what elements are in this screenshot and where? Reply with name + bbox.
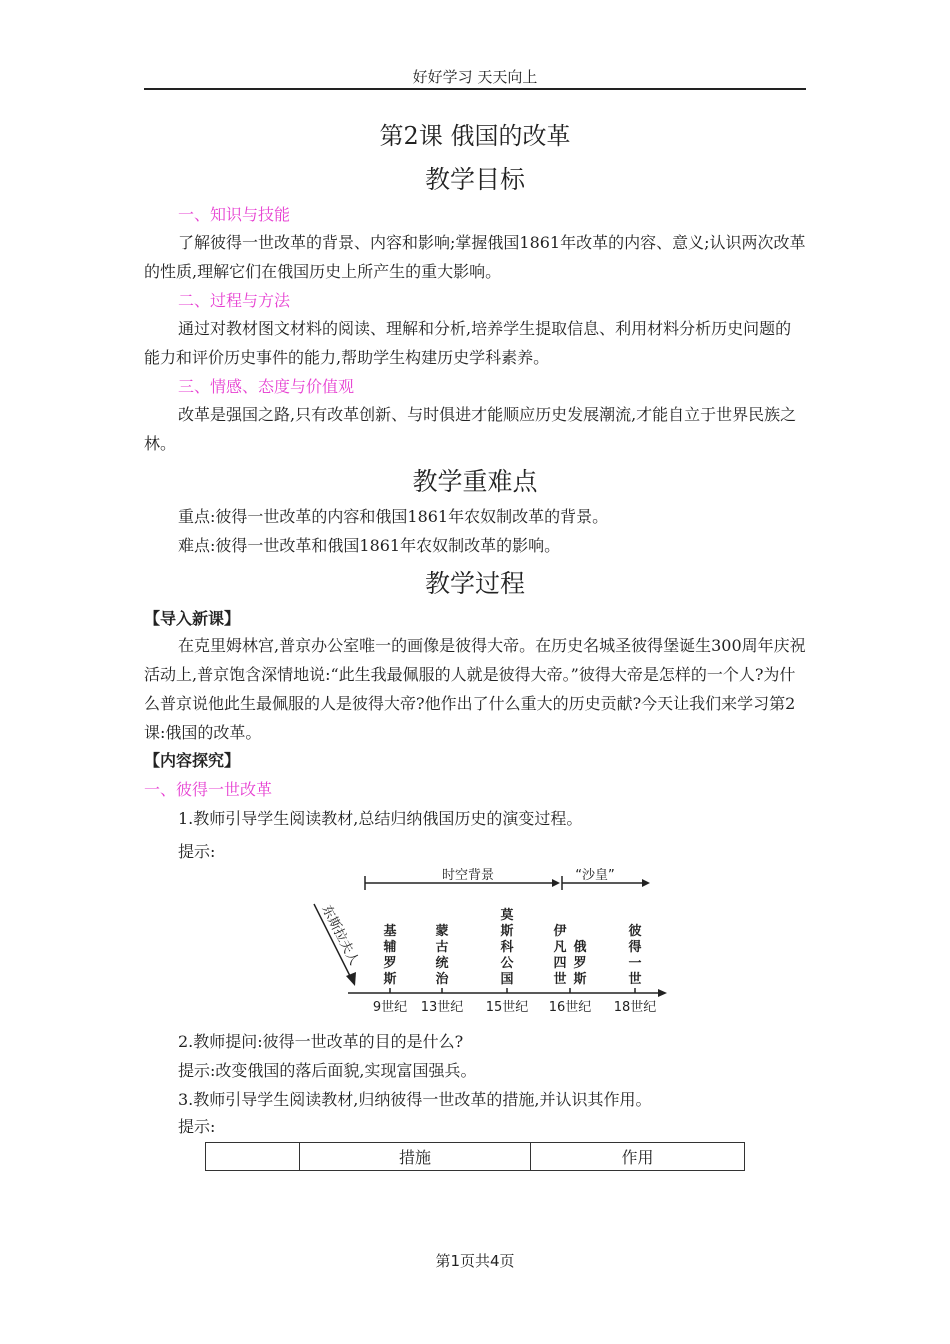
- intro-text: 在克里姆林宫,普京办公室唯一的画像是彼得大帝。在历史名城圣彼得堡诞生300周年庆祝活动上,普京饱含深情地说:“此生我最佩服的人就是彼得大帝。”彼得大帝是怎样的一个人?为什么普京说他此生最佩服的人是彼得大帝?他作出了什么重大的历史贡献?今天让我们来学习第2课:俄国的改革。: [144, 636, 806, 742]
- timeline-column-char: 伊: [553, 924, 567, 939]
- hint-2: 提示:改变俄国的落后面貌,实现富国强兵。: [178, 1061, 477, 1080]
- timeline-column-char: 凡: [553, 940, 567, 955]
- timeline-column-char: 斯: [383, 972, 397, 987]
- measures-table: [205, 1142, 745, 1171]
- tsar-arrowhead: [642, 879, 650, 887]
- timeline-column-char: 莫: [500, 908, 514, 923]
- timeline-column-char: 辅: [383, 940, 397, 955]
- objective-2-title: 二、过程与方法: [178, 291, 291, 310]
- process-heading: 教学过程: [424, 569, 525, 598]
- timeline-column-char: 斯: [573, 972, 587, 987]
- objective-1-title: 一、知识与技能: [178, 205, 291, 224]
- header-divider: [144, 88, 806, 90]
- timeline-column-char: 俄: [573, 940, 587, 955]
- background-arrowhead: [552, 879, 560, 887]
- timeline-column-char: 世: [553, 972, 567, 987]
- table-header-row: [206, 1143, 745, 1171]
- timeline-columns: [382, 907, 641, 987]
- timeline-column-char: 基: [383, 924, 397, 939]
- timeline-column-char: 一: [628, 956, 642, 971]
- item-1: 1.教师引导学生阅读教材,总结归纳俄国历史的演变过程。: [178, 809, 583, 828]
- timeline-column-char: 古: [435, 940, 449, 955]
- key-point: 重点:彼得一世改革的内容和俄国1861年农奴制改革的背景。: [178, 507, 609, 526]
- table-header-measures: 措施: [300, 1143, 531, 1171]
- hint-1: 提示:: [178, 842, 216, 861]
- page-header: 好好学习 天天向上: [412, 68, 538, 86]
- timeline-column-char: 彼: [628, 924, 642, 939]
- slant-label: 东斯拉夫人: [318, 903, 362, 968]
- lesson-title: 第2课 俄国的改革: [379, 122, 571, 150]
- key-points-heading: 教学重难点: [412, 467, 538, 496]
- objective-1-text: 了解彼得一世改革的背景、内容和影响;掌握俄国1861年改革的内容、意义;认识两次改革的性质,理解它们在俄国历史上所产生的重大影响。: [144, 233, 806, 281]
- objective-3-title: 三、情感、态度与价值观: [178, 377, 355, 396]
- timeline-column-char: 国: [500, 972, 514, 987]
- timeline-column-char: 罗: [383, 956, 397, 971]
- explore-label: 【内容探究】: [144, 751, 241, 770]
- century-label: 16世纪: [548, 1000, 592, 1015]
- difficult-point: 难点:彼得一世改革和俄国1861年农奴制改革的影响。: [178, 536, 561, 555]
- time-axis-arrowhead: [658, 989, 667, 997]
- objective-2-text: 通过对教材图文材料的阅读、理解和分析,培养学生提取信息、利用材料分析历史问题的能力和评价历史事件的能力,帮助学生构建历史学科素养。: [144, 319, 792, 367]
- timeline-column-char: 科: [500, 940, 514, 955]
- hint-3: 提示:: [178, 1117, 216, 1136]
- century-label: 13世纪: [420, 1000, 464, 1015]
- item-3: 3.教师引导学生阅读教材,归纳彼得一世改革的措施,并认识其作用。: [178, 1090, 652, 1109]
- timeline-column-char: 世: [628, 972, 642, 987]
- timeline-column-char: 得: [628, 940, 642, 955]
- intro-label: 【导入新课】: [144, 609, 241, 628]
- page-footer: 第1页共4页: [435, 1252, 515, 1270]
- century-label: 18世纪: [613, 1000, 657, 1015]
- timeline-column-char: 公: [500, 956, 514, 971]
- timeline-column-char: 四: [553, 956, 567, 971]
- tsar-label: “沙皇”: [575, 868, 615, 883]
- timeline-column-char: 罗: [573, 956, 587, 971]
- slant-arrowhead: [346, 972, 356, 986]
- timeline-column-char: 斯: [500, 924, 514, 939]
- table-cell-blank: [206, 1143, 300, 1171]
- century-label: 9世纪: [372, 1000, 408, 1015]
- timeline-column-char: 蒙: [435, 924, 449, 939]
- russia-history-timeline: [300, 868, 670, 1018]
- background-label: 时空背景: [441, 868, 495, 883]
- objectives-heading: 教学目标: [424, 165, 525, 194]
- table-header-effect: 作用: [531, 1143, 745, 1171]
- objective-3-text: 改革是强国之路,只有改革创新、与时俱进才能顺应历史发展潮流,才能自立于世界民族之林。: [144, 405, 797, 453]
- century-label: 15世纪: [485, 1000, 529, 1015]
- timeline-column-char: 统: [435, 956, 449, 971]
- item-2: 2.教师提问:彼得一世改革的目的是什么?: [178, 1032, 464, 1051]
- part1-title: 一、彼得一世改革: [144, 780, 273, 799]
- timeline-column-char: 治: [435, 972, 449, 987]
- century-ticks: [373, 988, 656, 1015]
